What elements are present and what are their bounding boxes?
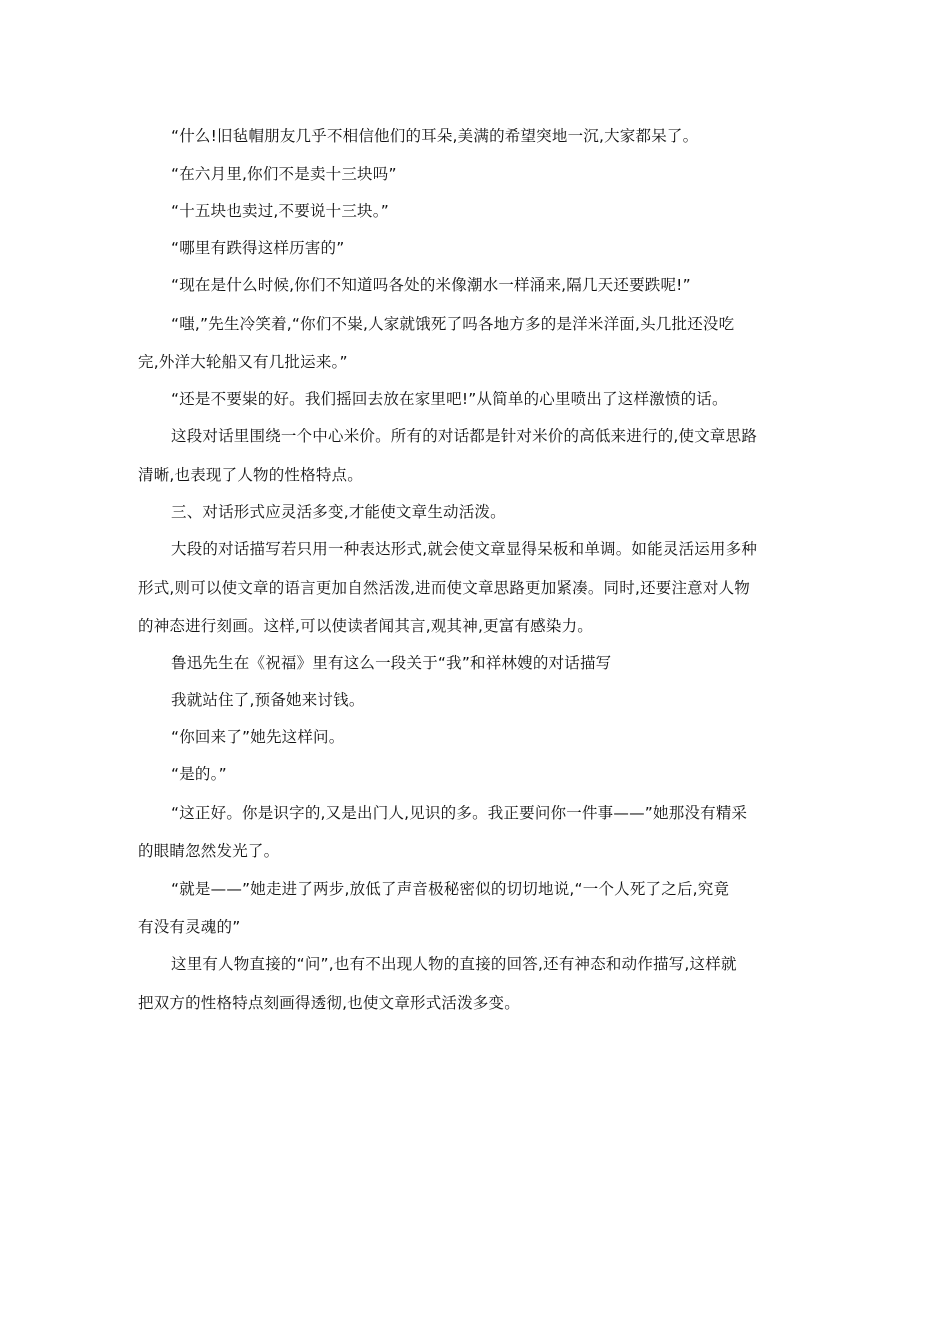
text-line: “十五块也卖过,不要说十三块。”	[171, 202, 389, 220]
text-line: 形式,则可以使文章的语言更加自然活泼,进而使文章思路更加紧凑。同时,还要注意对人物	[138, 579, 750, 597]
text-line: 有没有灵魂的”	[138, 918, 241, 936]
text-line: 这段对话里围绕一个中心米价。所有的对话都是针对米价的高低来进行的,使文章思路	[171, 427, 758, 445]
text-line: “是的。”	[171, 765, 227, 783]
text-line: 的眼睛忽然发光了。	[138, 842, 280, 860]
text-line: “嗤,”先生冷笑着,“你们不粜,人家就饿死了吗各地方多的是洋米洋面,头几批还没吃	[171, 315, 735, 333]
text-line: 鲁迅先生在《祝福》里有这么一段关于“我”和祥林嫂的对话描写	[171, 654, 612, 672]
text-line: “现在是什么时候,你们不知道吗各处的米像潮水一样涌来,隔几天还要跌呢!”	[171, 276, 691, 294]
text-line: 把双方的性格特点刻画得透彻,也使文章形式活泼多变。	[138, 994, 520, 1012]
text-line: “哪里有跌得这样历害的”	[171, 239, 345, 257]
text-line: 清晰,也表现了人物的性格特点。	[138, 466, 363, 484]
text-line: 我就站住了,预备她来讨钱。	[171, 691, 365, 709]
text-line: “什么!旧毡帽朋友几乎不相信他们的耳朵,美满的希望突地一沉,大家都呆了。	[171, 127, 699, 145]
text-line: 的神态进行刻画。这样,可以使读者闻其言,观其神,更富有感染力。	[138, 617, 593, 635]
text-line: 大段的对话描写若只用一种表达形式,就会使文章显得呆板和单调。如能灵活运用多种	[171, 540, 758, 558]
text-line: “还是不要粜的好。我们摇回去放在家里吧!”从简单的心里喷出了这样激愤的话。	[171, 390, 728, 408]
text-line: “就是——”她走进了两步,放低了声音极秘密似的切切地说,“一个人死了之后,究竟	[171, 880, 730, 898]
text-line: “这正好。你是识字的,又是出门人,见识的多。我正要问你一件事——”她那没有精采	[171, 804, 748, 822]
text-line: “在六月里,你们不是卖十三块吗”	[171, 165, 397, 183]
text-line: “你回来了”她先这样问。	[171, 728, 345, 746]
section-heading: 三、对话形式应灵活多变,才能使文章生动活泼。	[171, 503, 506, 521]
text-line: 这里有人物直接的“问”,也有不出现人物的直接的回答,还有神态和动作描写,这样就	[171, 955, 737, 973]
text-line: 完,外洋大轮船又有几批运来。”	[138, 353, 348, 371]
